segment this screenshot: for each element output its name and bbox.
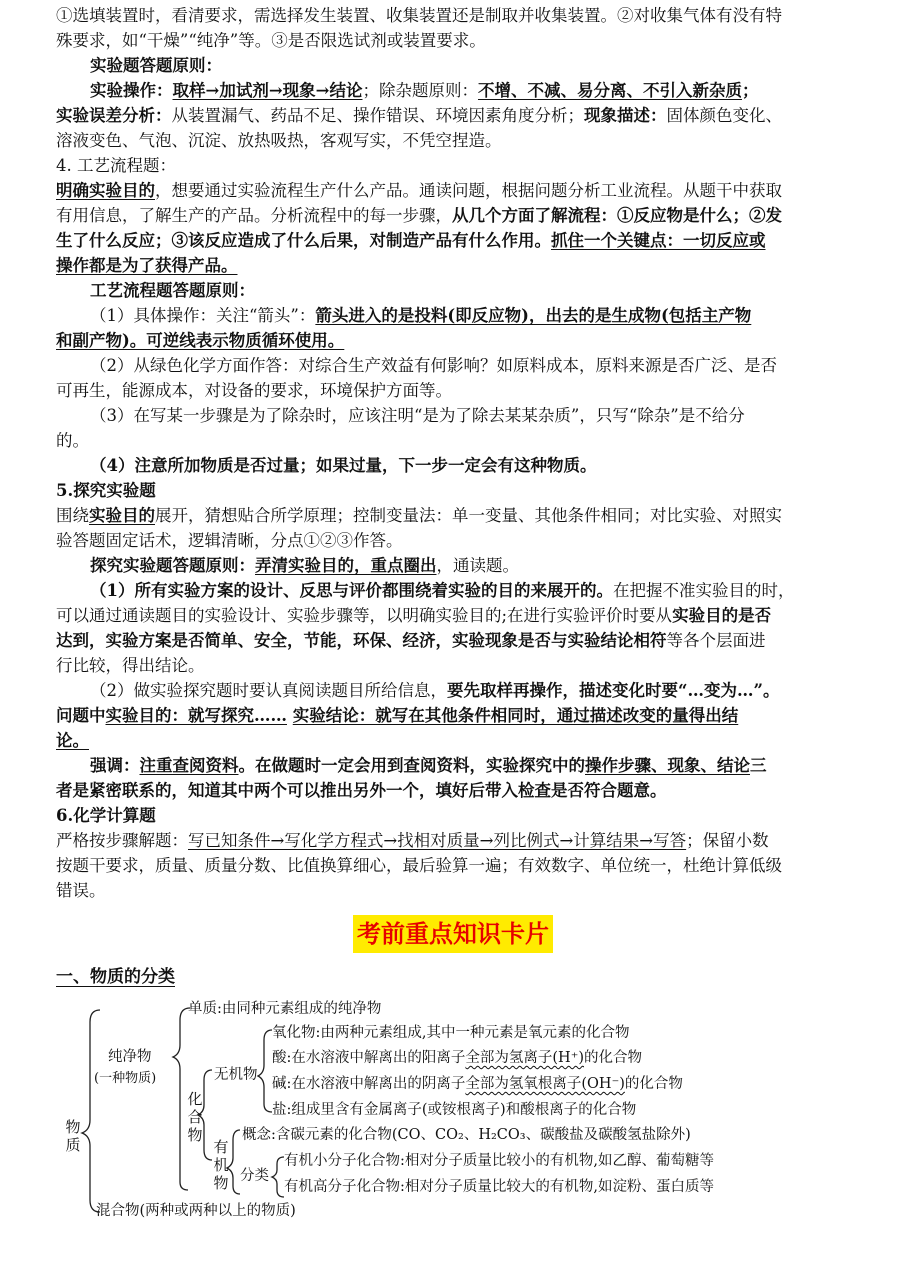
text-line: 可再生，能源成本，对设备的要求，环境保护方面等。: [56, 381, 452, 400]
text-line: 验答题固定话术，逻辑清晰，分点①②③作答。: [56, 531, 403, 550]
inorganic-label: 无机物: [214, 1067, 258, 1083]
large-molecule-definition: 有机高分子化合物:相对分子质量比较大的有机物,如淀粉、蛋白质等: [284, 1179, 714, 1195]
classify-label: 分类: [240, 1168, 269, 1184]
text-line: （3）在写某一步骤是为了除杂时，应该注明“是为了除去某某杂质”，只写“除杂”是不给分: [90, 406, 745, 425]
section-title: 一、物质的分类: [56, 967, 175, 987]
root-bracket: [82, 1010, 100, 1212]
card-title: 考前重点知识卡片: [353, 915, 553, 953]
subheading: 工艺流程题答题原则：: [90, 281, 255, 300]
text-line: 明确实验目的，想要通过实验流程生产什么产品。通读问题，根据问题分析工业流程。从题干中获取: [56, 181, 782, 200]
inorganic-bracket: [258, 1030, 272, 1112]
text-line: 论。: [56, 731, 89, 750]
text-line: 实验操作：取样→加试剂→现象→结论；除杂题原则：不增、不减、易分离、不引入新杂质；: [90, 81, 759, 100]
text-line: 强调：注重查阅资料。在做题时一定会用到查阅资料，实验探究中的操作步骤、现象、结论三: [90, 756, 767, 775]
text-line: 溶液变色、气泡、沉淀、放热吸热，客观写实，不凭空捏造。: [56, 131, 502, 150]
text-line: 操作都是为了获得产品。: [56, 256, 238, 275]
text-line: 按题干要求，质量、质量分数、比值换算细心，最后验算一遍；有效数字、单位统一，杜绝计算低级: [56, 856, 782, 875]
subheading: 实验题答题原则：: [90, 56, 222, 75]
element-definition: 单质:由同种元素组成的纯净物: [188, 1001, 382, 1017]
salt-definition: 盐:组成里含有金属离子(或铵根离子)和酸根离子的化合物: [272, 1102, 637, 1118]
text-line: 问题中实验目的：就写探究…… 实验结论：就写在其他条件相同时，通过描述改变的量得出结: [56, 706, 739, 725]
text-line: 殊要求，如“干燥”“纯净”等。③是否限选试剂或装置要求。: [56, 31, 486, 50]
root-label: 物质: [65, 1118, 81, 1154]
oxide-definition: 氧化物:由两种元素组成,其中一种元素是氧元素的化合物: [272, 1025, 630, 1041]
pure-substance-note: (一种物质): [94, 1071, 157, 1086]
text-line: （2）做实验探究题时要认真阅读题目所给信息，要先取样再操作，描述变化时要“…变为…”。: [90, 681, 780, 700]
text-line: 围绕实验目的展开，猜想贴合所学原理；控制变量法：单一变量、其他条件相同；对比实验、对照实: [56, 506, 782, 525]
base-definition: 碱:在水溶液中解离出的阴离子全部为氢氧根离子(OH⁻)的化合物: [272, 1076, 683, 1092]
classify-bracket: [272, 1157, 284, 1197]
text-line: 者是紧密联系的，知道其中两个可以推出另外一个，填好后带入检查是否符合题意。: [56, 781, 667, 800]
section-heading: 6.化学计算题: [56, 806, 156, 825]
section-heading: 5.探究实验题: [56, 481, 156, 500]
text-line: （1）所有实验方案的设计、反思与评价都围绕着实验的目的来展开的。在把握不准实验目的时，: [90, 581, 795, 600]
text-line: 探究实验题答题原则：弄清实验目的，重点圈出，通读题。: [90, 556, 519, 575]
text-line: 行比较，得出结论。: [56, 656, 205, 675]
text-line: （2）从绿色化学方面作答：对综合生产效益有何影响？如原料成本，原料来源是否广泛、是否: [90, 356, 777, 375]
text-line: 可以通过通读题目的实验设计、实验步骤等，以明确实验目的;在进行实验评价时要从实验目的是否: [56, 606, 772, 625]
text-line: 和副产物)。可逆线表示物质循环使用。: [56, 331, 345, 350]
organic-label: 有机物: [213, 1138, 229, 1192]
text-line: （4）注意所加物质是否过量；如果过量，下一步一定会有这种物质。: [90, 456, 597, 475]
text-line: 有用信息，了解生产的产品。分析流程中的每一步骤，从几个方面了解流程：①反应物是什么；②发: [56, 206, 782, 225]
small-molecule-definition: 有机小分子化合物:相对分子质量比较小的有机物,如乙醇、葡萄糖等: [284, 1153, 714, 1169]
text-line: 严格按步骤解题：写已知条件→写化学方程式→找相对质量→列比例式→计算结果→写答；保留小数: [56, 831, 769, 850]
section-heading: 4. 工艺流程题：: [56, 156, 176, 175]
compound-label: 化合物: [187, 1090, 203, 1144]
text-line: 达到，实验方案是否简单、安全，节能，环保、经济，实验现象是否与实验结论相符等各个层面进: [56, 631, 766, 650]
text-line: 错误。: [56, 881, 106, 900]
text-line: 的。: [56, 431, 89, 450]
acid-definition: 酸:在水溶液中解离出的阳离子全部为氢离子(H⁺)的化合物: [272, 1050, 643, 1066]
text-line: （1）具体操作：关注“箭头”：箭头进入的是投料(即反应物)，出去的是生成物(包括主产物: [90, 306, 752, 325]
pure-substance-label: 纯净物: [108, 1049, 152, 1065]
text-line: 实验误差分析：从装置漏气、药品不足、操作错误、环境因素角度分析；现象描述：固体颜色变化、: [56, 106, 782, 125]
mixture-definition: 混合物(两种或两种以上的物质): [96, 1203, 296, 1219]
text-line: ①选填装置时，看清要求，需选择发生装置、收集装置还是制取并收集装置。②对收集气体有没有特: [56, 6, 782, 25]
organic-concept: 概念:含碳元素的化合物(CO、CO₂、H₂CO₃、碳酸盐及碳酸氢盐除外): [242, 1127, 691, 1143]
text-line: 生了什么反应；③该反应造成了什么后果，对制造产品有什么作用。抓住一个关键点：一切反应或: [56, 231, 766, 250]
